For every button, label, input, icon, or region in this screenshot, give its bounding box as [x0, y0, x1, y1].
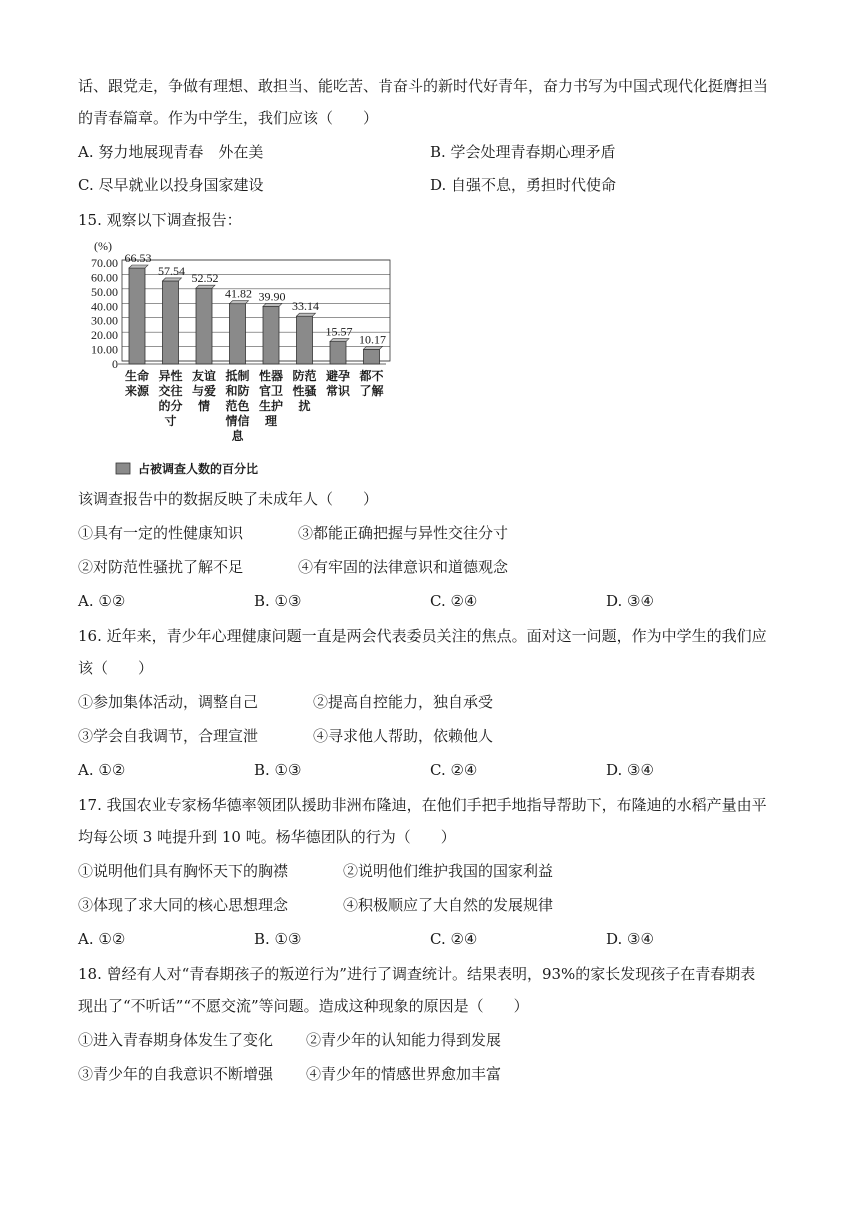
category-label: 情信 [225, 414, 250, 428]
q15-statement-1: ①具有一定的性健康知识 [78, 524, 244, 542]
bar [297, 316, 313, 364]
bar [364, 349, 380, 364]
category-label: 寸 [164, 414, 177, 428]
category-label: 官卫 [258, 384, 284, 398]
category-label: 扰 [298, 399, 311, 413]
bar-top [230, 301, 249, 304]
q15-statement-3: ③都能正确把握与异性交往分寸 [298, 524, 509, 542]
q18-statement-2: ②青少年的认知能力得到发展 [306, 1031, 502, 1049]
category-label: 防范 [292, 369, 317, 383]
q17-option-b: B. ①③ [254, 930, 302, 948]
q15-statement-2: ②对防范性骚扰了解不足 [78, 558, 244, 576]
category-label: 理 [264, 414, 278, 428]
bar [263, 306, 279, 364]
q15-statement-4: ④有牢固的法律意识和道德观念 [298, 558, 509, 576]
y-tick-label: 20.00 [91, 328, 118, 343]
bar-top [129, 265, 148, 268]
category-labels [125, 368, 384, 443]
q14-stem-line1: 话、跟党走，争做有理想、敢担当、能吃苦、肯奋斗的新时代好青年，奋力书写为中国式现代化挺膺担当 [78, 77, 769, 95]
value-label: 66.53 [124, 251, 152, 266]
value-label: 39.90 [258, 289, 286, 304]
q17-statement-1: ①说明他们具有胸怀天下的胸襟 [78, 862, 289, 880]
category-label: 的分 [158, 399, 183, 413]
category-label: 情 [197, 399, 211, 413]
q17-statement-3: ③体现了求大同的核心思想理念 [78, 896, 289, 914]
q18-stem-line1: 18. 曾经有人对“青春期孩子的叛逆行为”进行了调查统计。结果表明，93%的家长发现孩子在青春期表 [78, 965, 756, 983]
category-label: 都不 [359, 369, 384, 383]
bar-top [196, 285, 215, 288]
q17-statement-4: ④积极顺应了大自然的发展规律 [343, 896, 554, 914]
q14-stem-line2: 的青春篇章。作为中学生，我们应该（ ） [78, 109, 379, 127]
y-tick-label: 10.00 [91, 342, 118, 357]
value-label: 10.17 [359, 332, 386, 347]
bar [163, 281, 179, 364]
q16-option-b: B. ①③ [254, 761, 302, 779]
y-tick-label: 40.00 [91, 299, 118, 314]
q15-option-c: C. ②④ [430, 592, 478, 610]
category-label: 友谊 [191, 369, 217, 383]
q16-statement-4: ④寻求他人帮助，依赖他人 [313, 727, 494, 745]
category-label: 异性 [158, 369, 183, 383]
category-label: 性器 [258, 369, 284, 383]
category-label: 来源 [124, 384, 150, 398]
bar [330, 342, 346, 364]
bar-top [297, 313, 316, 316]
value-label: 33.14 [292, 299, 319, 314]
value-label: 15.57 [325, 324, 353, 339]
q16-stem-line1: 16. 近年来，青少年心理健康问题一直是两会代表委员关注的焦点。面对这一问题，作为中学生的我们应 [78, 627, 767, 645]
q14-option-c: C. 尽早就业以投身国家建设 [78, 176, 264, 194]
legend-label: 占被调查人数的百分比 [138, 462, 259, 476]
q16-statement-1: ①参加集体活动，调整自己 [78, 693, 259, 711]
q16-statement-3: ③学会自我调节，合理宣泄 [78, 727, 259, 745]
value-label: 52.52 [191, 271, 219, 286]
value-label: 57.54 [158, 263, 185, 278]
q14-option-a: A. 努力地展现青春 外在美 [78, 143, 264, 161]
q17-stem-line1: 17. 我国农业专家杨华德率领团队援助非洲布隆迪，在他们手把手地指导帮助下，布隆迪的水稻产量由平 [78, 796, 767, 814]
bar [129, 268, 145, 364]
bar-top [330, 339, 349, 342]
category-label: 性骚 [292, 384, 317, 398]
q18-statement-4: ④青少年的情感世界愈加丰富 [306, 1065, 502, 1083]
bar [230, 304, 246, 364]
q16-option-d: D. ③④ [606, 761, 654, 779]
q14-option-d: D. 自强不息，勇担时代使命 [430, 176, 617, 194]
q17-stem-line2: 均每公顷 3 吨提升到 10 吨。杨华德团队的行为（ ） [78, 828, 456, 846]
y-tick-label: 0 [112, 357, 118, 371]
bar [196, 288, 212, 364]
q16-statement-2: ②提高自控能力，独自承受 [313, 693, 494, 711]
category-label: 交往 [158, 384, 183, 398]
y-tick-label: 60.00 [91, 270, 118, 285]
y-axis-unit: (%) [94, 239, 112, 253]
q17-option-d: D. ③④ [606, 930, 654, 948]
category-label: 和防 [225, 384, 250, 398]
legend-swatch [116, 463, 130, 474]
q18-stem-line2: 现出了“不听话”“不愿交流”等问题。造成这种现象的原因是（ ） [78, 997, 529, 1015]
category-label: 了解 [359, 384, 384, 398]
y-tick-label: 30.00 [91, 313, 118, 328]
category-label: 生护 [258, 399, 284, 413]
q16-option-c: C. ②④ [430, 761, 478, 779]
q15-option-b: B. ①③ [254, 592, 302, 610]
category-label: 息 [231, 429, 244, 443]
q14-option-b: B. 学会处理青春期心理矛盾 [430, 143, 616, 161]
q17-option-a: A. ①② [78, 930, 126, 948]
survey-bar-chart [82, 236, 402, 481]
q15-stem: 15. 观察以下调查报告： [78, 211, 242, 229]
chart-bars [129, 265, 383, 364]
q16-stem-line2: 该（ ） [78, 659, 154, 677]
bar-top [263, 303, 282, 306]
bar-top [163, 278, 182, 281]
q18-statement-3: ③青少年的自我意识不断增强 [78, 1065, 274, 1083]
y-tick-label: 70.00 [91, 256, 118, 270]
q15-option-a: A. ①② [78, 592, 126, 610]
category-label: 范色 [225, 399, 250, 413]
q17-statement-2: ②说明他们维护我国的国家利益 [343, 862, 554, 880]
y-axis-ticks [91, 256, 118, 371]
q18-statement-1: ①进入青春期身体发生了变化 [78, 1031, 274, 1049]
q17-option-c: C. ②④ [430, 930, 478, 948]
category-label: 抵制 [225, 369, 250, 383]
q15-question: 该调查报告中的数据反映了未成年人（ ） [78, 490, 379, 508]
bar-top [364, 346, 383, 349]
q16-option-a: A. ①② [78, 761, 126, 779]
y-tick-label: 50.00 [91, 284, 118, 299]
value-label: 41.82 [225, 286, 252, 301]
category-label: 生命 [124, 369, 150, 383]
category-label: 常识 [325, 384, 351, 398]
category-label: 与爱 [191, 384, 217, 398]
q15-option-d: D. ③④ [606, 592, 654, 610]
category-label: 避孕 [325, 369, 351, 383]
